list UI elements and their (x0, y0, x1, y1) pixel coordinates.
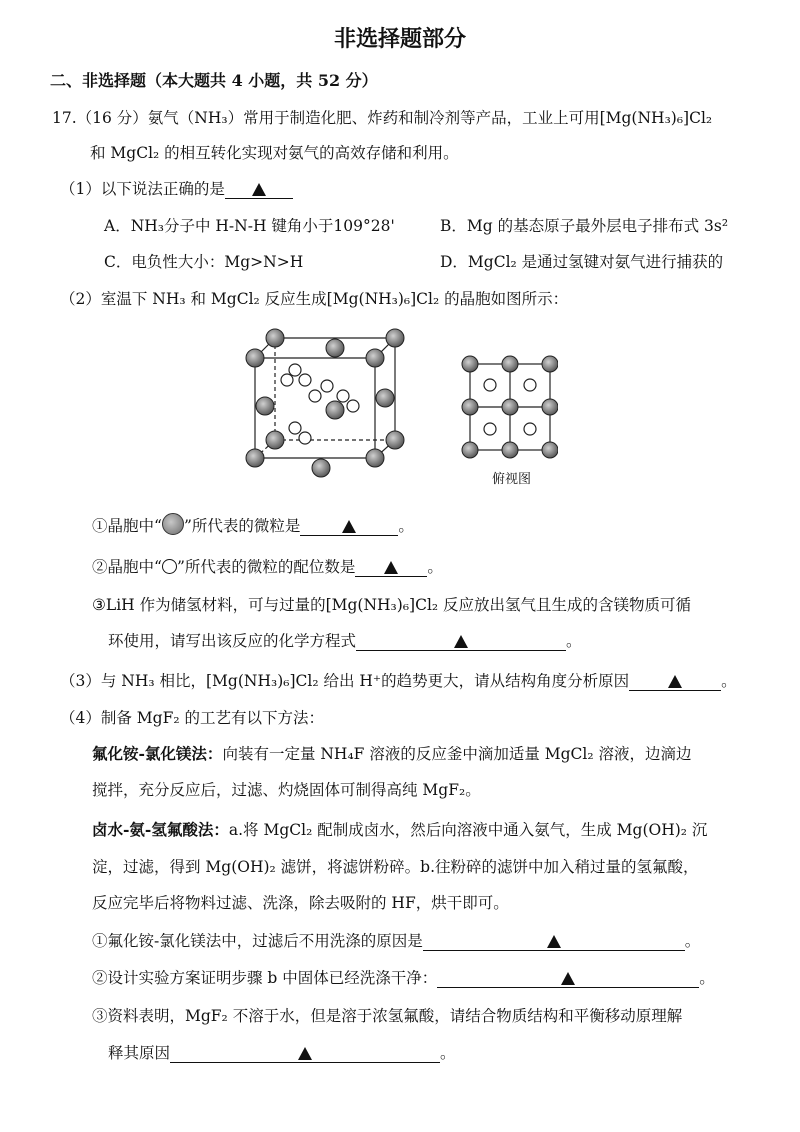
p4-q2-text: ②设计实验方案证明步骤 b 中固体已经洗涤干净： (92, 969, 438, 987)
p2-q3-answer-blank[interactable] (356, 633, 566, 651)
p2-q1-pre: ①晶胞中“ (92, 517, 162, 535)
hollow-circle-icon (162, 559, 177, 574)
period: 。 (721, 672, 737, 690)
p4-q1-answer-blank[interactable] (423, 933, 685, 951)
p4-method2-line2: 淀，过滤，得到 Mg(OH)₂ 滤饼，将滤饼粉碎。b.往粉碎的滤饼中加入稍过量的氢氟酸， (92, 858, 699, 876)
method1-name: 氟化铵-氯化镁法： (92, 744, 223, 763)
p2-q1-row (92, 513, 414, 536)
p1-answer-blank[interactable] (225, 181, 293, 199)
p1-stem: （1）以下说法正确的是 (60, 180, 225, 198)
p3-answer-blank[interactable] (629, 673, 721, 691)
p1-option-a: A．NH₃分子中 H-N-H 键角小于109°28' (104, 217, 395, 235)
p1-option-c: C．电负性大小：Mg>N>H (104, 253, 304, 271)
p4-method2-line1 (92, 818, 707, 840)
p4-q1-text: ①氟化铵-氯化镁法中，过滤后不用洗涤的原因是 (92, 932, 423, 950)
period: 。 (427, 558, 443, 576)
p2-q2-row (92, 555, 443, 577)
triangle-icon (561, 972, 575, 985)
period: 。 (566, 632, 582, 650)
p1-option-d: D．MgCl₂ 是通过氢键对氨气进行捕获的 (440, 253, 724, 271)
page-title: 非选择题部分 (333, 26, 466, 52)
period: 。 (684, 932, 701, 950)
p4-q3-row (108, 1041, 456, 1063)
p4-q1-row (92, 929, 700, 951)
p2-q1-post: ”所代表的微粒是 (183, 517, 301, 535)
gray-sphere-icon (162, 513, 184, 535)
p2-q3-line2: 环使用，请写出该反应的化学方程式 (108, 632, 357, 650)
p2-q2-post: ”所代表的微粒的配位数是 (176, 558, 356, 576)
p4-q2-row (92, 966, 715, 988)
p2-q3-row (108, 629, 582, 651)
q17-intro-line1: 17.（16 分）氨气（NH₃）常用于制造化肥、炸药和制冷剂等产品，工业上可用[Mg(NH₃)₆]Cl₂ (52, 109, 713, 127)
unit-cell-figure (235, 318, 425, 488)
p4-stem: （4）制备 MgF₂ 的工艺有以下方法： (60, 709, 324, 727)
triangle-icon (298, 1047, 312, 1060)
triangle-icon (342, 520, 356, 533)
q17-intro-line2: 和 MgCl₂ 的相互转化实现对氨气的高效存储和利用。 (90, 144, 459, 162)
p4-q2-answer-blank[interactable] (437, 970, 699, 988)
p4-q3-line1: ③资料表明，MgF₂ 不溶于水，但是溶于浓氢氟酸，请结合物质结构和平衡移动原理解 (92, 1007, 683, 1025)
p2-q1-answer-blank[interactable] (300, 518, 398, 536)
p1-option-b: B．Mg 的基态原子最外层电子排布式 3s² (440, 217, 729, 235)
p1-stem-row (60, 177, 293, 199)
p4-q3-answer-blank[interactable] (170, 1045, 440, 1063)
triangle-icon (384, 561, 398, 574)
period: 。 (699, 969, 715, 987)
method2-name: 卤水-氨-氢氟酸法： (92, 820, 229, 839)
period: 。 (440, 1044, 456, 1062)
triangle-icon (454, 635, 468, 648)
p3-stem: （3）与 NH₃ 相比，[Mg(NH₃)₆]Cl₂ 给出 H⁺的趋势更大，请从结构角度分析原因 (60, 672, 630, 690)
period: 。 (398, 517, 414, 535)
p3-row (60, 669, 737, 691)
triangle-icon (547, 935, 561, 948)
section-heading: 二、非选择题（本大题共 4 小题，共 52 分） (50, 71, 378, 90)
p4-method2-line3: 反应完毕后将物料过滤、洗涤，除去吸附的 HF，烘干即可。 (92, 894, 509, 912)
method1-text1: 向装有一定量 NH₄F 溶液的反应釜中滴加适量 MgCl₂ 溶液，边滴边 (222, 745, 692, 763)
top-view-figure (458, 352, 558, 462)
triangle-icon (668, 675, 682, 688)
p4-method1-line2: 搅拌，充分反应后，过滤、灼烧固体可制得高纯 MgF₂。 (92, 781, 481, 799)
p2-q2-pre: ②晶胞中“ (92, 558, 162, 576)
triangle-icon (252, 183, 266, 196)
p4-q3-line2: 释其原因 (108, 1044, 171, 1062)
p2-q3-line1: ③LiH 作为储氢材料，可与过量的[Mg(NH₃)₆]Cl₂ 反应放出氢气且生成的含镁物质可循 (92, 596, 692, 614)
p2-q2-answer-blank[interactable] (355, 559, 427, 577)
p2-stem: （2）室温下 NH₃ 和 MgCl₂ 反应生成[Mg(NH₃)₆]Cl₂ 的晶胞如图所示： (60, 290, 569, 308)
top-view-label: 俯视图 (492, 472, 532, 487)
p4-method1-line1 (92, 742, 692, 764)
method2-text1: a.将 MgCl₂ 配制成卤水，然后向溶液中通入氨气，生成 Mg(OH)₂ 沉 (228, 821, 708, 839)
